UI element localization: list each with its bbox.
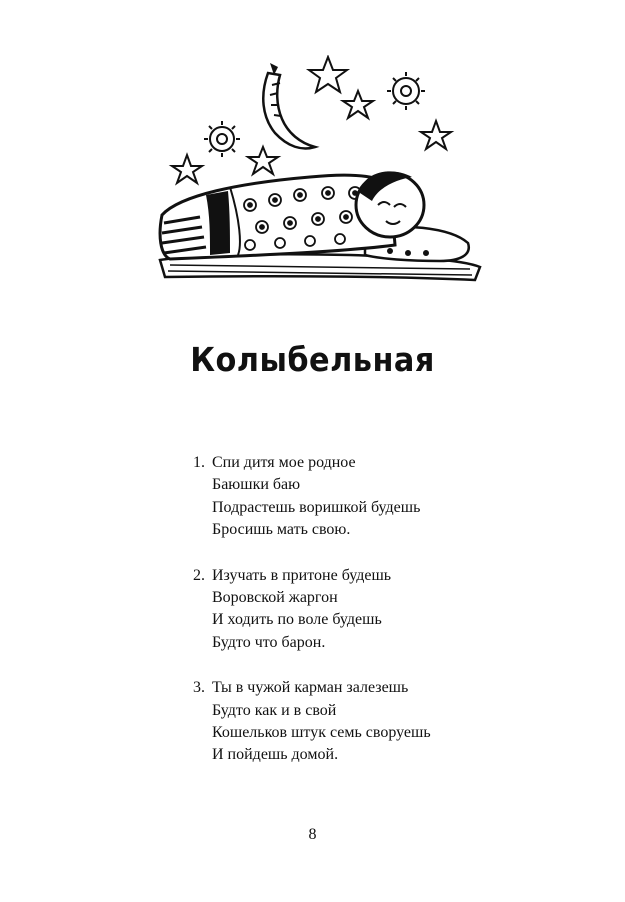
poem-line: 3. Ты в чужой карман залезешь (193, 677, 431, 699)
stanza-2 (193, 565, 431, 655)
poem (193, 452, 431, 790)
poem-line: Бросишь мать свою. (212, 521, 351, 539)
stanza-number: 2. (193, 566, 205, 584)
poem-line: Подрастешь воришкой будешь (212, 498, 421, 516)
poem-line: Будто что барон. (212, 633, 326, 651)
poem-line: Кошельков штук семь своруешь (212, 724, 431, 742)
stanza-3 (193, 677, 431, 767)
poem-line: И пойдешь домой. (212, 746, 339, 764)
poem-line: Будто как и в свой (212, 701, 337, 719)
crescent-moon-icon (263, 63, 315, 148)
poem-line: И ходить по воле будешь (212, 611, 382, 629)
poem-line: 2. Изучать в притоне будешь (193, 565, 431, 587)
poem-line: 1. Спи дитя мое родное (193, 452, 431, 474)
star-icon (172, 57, 451, 183)
swaddled-baby-illustration (150, 55, 490, 300)
page-title: Колыбельная (190, 340, 435, 379)
stanza-number: 3. (193, 679, 205, 697)
sun-icon (204, 72, 425, 157)
stanza-number: 1. (193, 454, 205, 471)
page-number: 8 (308, 826, 317, 843)
stanza-1 (193, 452, 431, 542)
baby-head (356, 171, 424, 237)
poem-line: Баюшки баю (212, 476, 301, 494)
poem-line: Воровской жаргон (212, 589, 338, 607)
